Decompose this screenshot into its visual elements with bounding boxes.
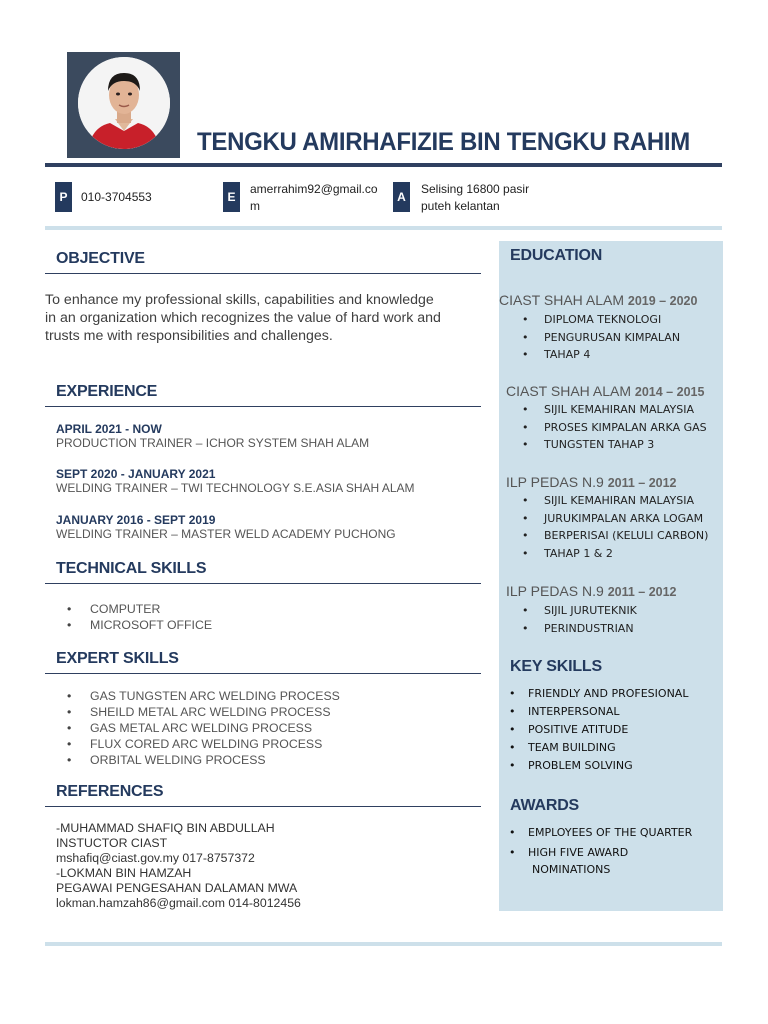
email-badge: E [223, 182, 240, 212]
list-item: • POSITIVE ATITUDE [505, 721, 688, 739]
job-entry [56, 467, 415, 495]
education-heading [506, 583, 677, 599]
address-line-1: Selising 16800 pasir [421, 182, 530, 196]
list-item: • EMPLOYEES OF THE QUARTER [505, 824, 692, 842]
list-item: • HIGH FIVE AWARD [505, 844, 692, 862]
education-school: ILP PEDAS N.9 [506, 583, 604, 599]
job-role: WELDING TRAINER – MASTER WELD ACADEMY PUCHONG [56, 527, 396, 541]
list-item: • MICROSOFT OFFICE [56, 617, 212, 633]
objective-line: in an organization which recognizes the value of hard work and [45, 310, 441, 326]
list-item: • DIPLOMA TEKNOLOGI [522, 311, 680, 329]
awards-list [505, 824, 692, 862]
contact-divider [45, 226, 722, 230]
objective-line: trusts me with responsibilities and challenges. [45, 328, 333, 344]
list-item: • PROBLEM SOLVING [505, 757, 688, 775]
email-line-2: m [250, 199, 260, 213]
education-items [522, 602, 637, 637]
education-school: CIAST SHAH ALAM [506, 383, 632, 399]
technical-skills-rule [45, 583, 481, 584]
education-years: 2011 – 2012 [607, 476, 677, 490]
reference-line: -MUHAMMAD SHAFIQ BIN ABDULLAH [56, 821, 275, 835]
education-entry [499, 292, 697, 308]
objective-line: To enhance my professional skills, capabilities and knowledge [45, 292, 434, 308]
list-item: • BERPERISAI (KELULI CARBON) [522, 527, 708, 545]
job-entry [56, 513, 396, 541]
key-skills-title: KEY SKILLS [510, 658, 602, 675]
key-skills-list [505, 685, 688, 775]
reference-line: INSTUCTOR CIAST [56, 836, 168, 850]
education-years: 2019 – 2020 [627, 294, 698, 308]
person-avatar-icon [78, 57, 170, 149]
list-item: • SIJIL JURUTEKNIK [522, 602, 637, 620]
education-years: 2011 – 2012 [607, 585, 677, 599]
education-items [522, 311, 680, 364]
technical-skills-title: TECHNICAL SKILLS [56, 560, 207, 577]
list-item: • SIJIL KEMAHIRAN MALAYSIA [522, 492, 708, 510]
job-entry [56, 422, 369, 450]
job-date: APRIL 2021 - NOW [56, 422, 162, 436]
list-item: • FRIENDLY AND PROFESIONAL [505, 685, 688, 703]
education-heading [506, 474, 677, 490]
objective-title: OBJECTIVE [56, 250, 145, 267]
education-school: CIAST SHAH ALAM [499, 292, 625, 308]
expert-skills-title: EXPERT SKILLS [56, 650, 179, 667]
email-address[interactable] [250, 181, 378, 215]
phone-badge: P [55, 182, 72, 212]
education-school: ILP PEDAS N.9 [506, 474, 604, 490]
education-entry [506, 583, 677, 599]
list-item: • TAHAP 4 [522, 346, 680, 364]
education-entry [506, 383, 704, 399]
technical-skills-list [56, 601, 212, 633]
award-continuation: NOMINATIONS [532, 863, 611, 876]
awards-title: AWARDS [510, 797, 580, 814]
address-badge: A [393, 182, 410, 212]
list-item: • GAS TUNGSTEN ARC WELDING PROCESS [56, 688, 340, 704]
list-item: • PERINDUSTRIAN [522, 620, 637, 638]
reference-line: mshafiq@ciast.gov.my 017-8757372 [56, 851, 255, 865]
job-role: PRODUCTION TRAINER – ICHOR SYSTEM SHAH ALAM [56, 436, 370, 450]
profile-photo-frame [67, 52, 180, 158]
references-list [56, 821, 301, 911]
education-entry [506, 474, 677, 490]
list-item: • COMPUTER [56, 601, 212, 617]
list-item: • JURUKIMPALAN ARKA LOGAM [522, 510, 708, 528]
email-line-1: amerrahim92@gmail.co [250, 182, 378, 196]
education-heading [506, 383, 704, 399]
list-item: • PENGURUSAN KIMPALAN [522, 329, 680, 347]
references-title: REFERENCES [56, 783, 164, 800]
list-item: • TAHAP 1 & 2 [522, 545, 708, 563]
list-item: • FLUX CORED ARC WELDING PROCESS [56, 736, 340, 752]
expert-skills-list [56, 688, 340, 768]
objective-rule [45, 273, 481, 274]
education-years: 2014 – 2015 [634, 385, 705, 399]
phone-number: 010-3704553 [81, 190, 152, 204]
list-item: • INTERPERSONAL [505, 703, 688, 721]
job-date: JANUARY 2016 - SEPT 2019 [56, 513, 216, 527]
expert-skills-rule [45, 673, 481, 674]
objective-text [45, 291, 475, 345]
references-rule [45, 806, 481, 807]
education-items [522, 492, 708, 562]
profile-photo [78, 57, 170, 149]
job-role: WELDING TRAINER – TWI TECHNOLOGY S.E.ASIA SHAH ALAM [56, 481, 415, 495]
address [421, 181, 529, 215]
reference-line: PEGAWAI PENGESAHAN DALAMAN MWA [56, 881, 298, 895]
footer-divider [45, 942, 722, 946]
candidate-name: TENGKU AMIRHAFIZIE BIN TENGKU RAHIM [197, 128, 691, 156]
experience-title: EXPERIENCE [56, 383, 158, 400]
list-item: • SIJIL KEMAHIRAN MALAYSIA [522, 401, 707, 419]
list-item: • TEAM BUILDING [505, 739, 688, 757]
education-title: EDUCATION [510, 247, 603, 264]
address-line-2: puteh kelantan [421, 199, 500, 213]
education-items [522, 401, 707, 454]
list-item: • TUNGSTEN TAHAP 3 [522, 436, 707, 454]
reference-line: lokman.hamzah86@gmail.com 014-8012456 [56, 896, 301, 910]
experience-rule [45, 406, 481, 407]
header-divider [45, 163, 722, 167]
education-heading [499, 292, 697, 308]
list-item: • PROSES KIMPALAN ARKA GAS [522, 419, 707, 437]
list-item: • GAS METAL ARC WELDING PROCESS [56, 720, 340, 736]
list-item: • SHEILD METAL ARC WELDING PROCESS [56, 704, 340, 720]
job-date: SEPT 2020 - JANUARY 2021 [56, 467, 216, 481]
reference-line: -LOKMAN BIN HAMZAH [56, 866, 192, 880]
list-item: • ORBITAL WELDING PROCESS [56, 752, 340, 768]
